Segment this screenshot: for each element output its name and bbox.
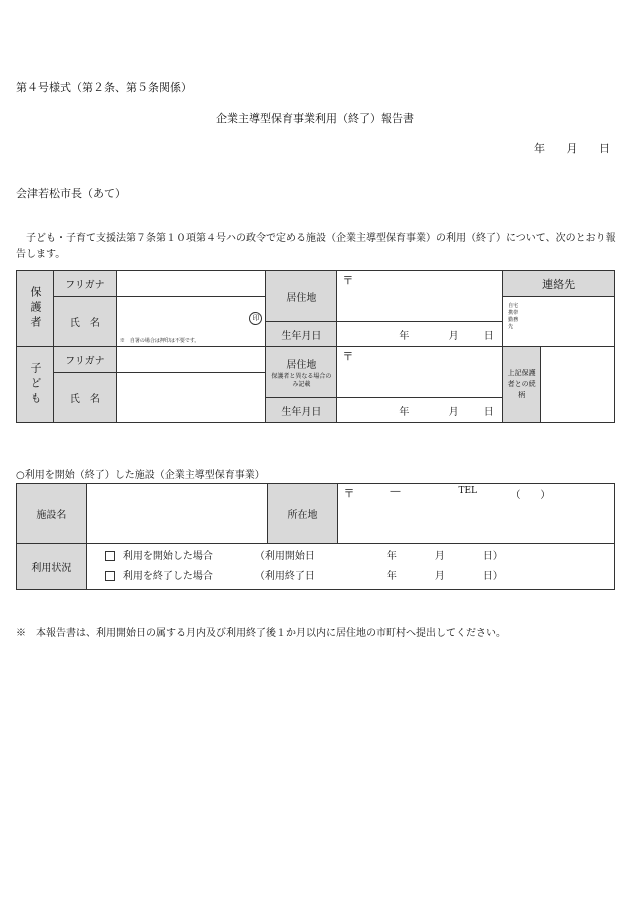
facility-location-field[interactable] (338, 484, 615, 544)
end-option-row[interactable] (105, 567, 614, 587)
document-title: 企業主導型保育事業利用（終了）報告書 (216, 112, 414, 125)
guardian-birth-label: 生年月日 (266, 322, 337, 347)
footer-note: ※ 本報告書は、利用開始日の属する月内及び利用終了後１か月以内に居住地の市町村へ提出してください。 (16, 628, 506, 639)
child-birth-label: 生年月日 (266, 398, 337, 423)
postal-mark: 〒 (342, 350, 354, 363)
start-day: 日） (482, 550, 503, 562)
tel-label: TEL (458, 486, 477, 496)
seal-mark: 印 (249, 312, 262, 325)
guardian-address-label: 居住地 (266, 271, 337, 322)
relation-text: 上記保護者との続柄 (507, 369, 536, 399)
guardian-name-label: 氏 名 (53, 297, 116, 347)
facility-name-field[interactable] (86, 484, 267, 544)
guardian-birth-field[interactable] (337, 322, 503, 347)
report-date (534, 140, 610, 156)
child-name-label: 氏 名 (53, 373, 116, 423)
birth-day: 日 (483, 330, 494, 342)
date-year: 年 (534, 142, 545, 155)
start-month: 月 (434, 550, 445, 562)
postal-mark: 〒 (342, 274, 354, 287)
usage-status-label: 利用状況 (17, 544, 87, 590)
child-label-cell (17, 347, 54, 423)
child-birth-field[interactable] (337, 398, 503, 423)
intro-text: 子ども・子育て支援法第７条第１０項第４号ハの政令で定める施設（企業主導型保育事業）の利用（終了）について、次のとおり報告します。 (16, 233, 616, 260)
start-checkbox[interactable] (105, 551, 115, 561)
addressee: 会津若松市長（あて） (16, 187, 126, 200)
child-address-label (266, 347, 337, 398)
contact-label: 連絡先 (503, 271, 615, 297)
child-name-field[interactable] (116, 373, 266, 423)
facility-location-label: 所在地 (267, 484, 338, 544)
birth-month: 月 (448, 406, 459, 418)
child-furigana-field[interactable] (116, 347, 266, 373)
date-month: 月 (566, 142, 578, 155)
child-address-title: 居住地 (286, 359, 317, 371)
birth-month: 月 (448, 330, 459, 342)
guardian-name-field[interactable] (116, 297, 266, 347)
end-date-label: （利用終了日 (254, 570, 315, 582)
postal-dash: ― (390, 486, 401, 497)
guardian-label: 保護者 (28, 286, 42, 331)
guardian-address-field[interactable] (337, 271, 503, 322)
relation-label (503, 347, 541, 423)
end-checkbox[interactable] (105, 571, 115, 581)
end-month: 月 (434, 570, 445, 582)
applicant-table (16, 270, 615, 423)
guardian-furigana-label: フリガナ (53, 271, 116, 297)
child-address-field[interactable] (337, 347, 503, 398)
relation-field[interactable] (541, 347, 615, 423)
guardian-label-cell (17, 271, 54, 347)
start-date-label: （利用開始日 (254, 550, 315, 562)
start-year: 年 (386, 550, 397, 562)
child-label: 子ども (28, 362, 42, 407)
facility-section-title: ○利用を開始（終了）した施設（企業主導型保育事業） (16, 470, 265, 481)
birth-year: 年 (399, 330, 410, 342)
facility-table (16, 483, 615, 590)
birth-day: 日 (483, 406, 494, 418)
birth-year: 年 (399, 406, 410, 418)
end-option-label: 利用を終了した場合 (122, 570, 213, 582)
tel-area-code: （ ） (510, 490, 551, 501)
contact-field[interactable] (503, 297, 615, 347)
end-year: 年 (386, 570, 397, 582)
usage-status-field (86, 544, 614, 590)
child-address-note: 保護者と異なる場合のみ記載 (271, 372, 332, 388)
start-option-row[interactable] (105, 547, 614, 567)
contact-sub-label: 自宅携帯勤務先 (508, 303, 519, 330)
child-furigana-label: フリガナ (53, 347, 116, 373)
form-number: 第４号様式（第２条、第５条関係） (16, 81, 192, 94)
facility-name-label: 施設名 (17, 484, 87, 544)
postal-mark: 〒 (343, 487, 355, 500)
seal-note: ※ 自署の場合は押印は不要です。 (119, 338, 200, 344)
start-option-label: 利用を開始した場合 (122, 550, 213, 562)
end-day: 日） (482, 570, 503, 582)
date-day: 日 (599, 142, 610, 155)
guardian-furigana-field[interactable] (116, 271, 266, 297)
